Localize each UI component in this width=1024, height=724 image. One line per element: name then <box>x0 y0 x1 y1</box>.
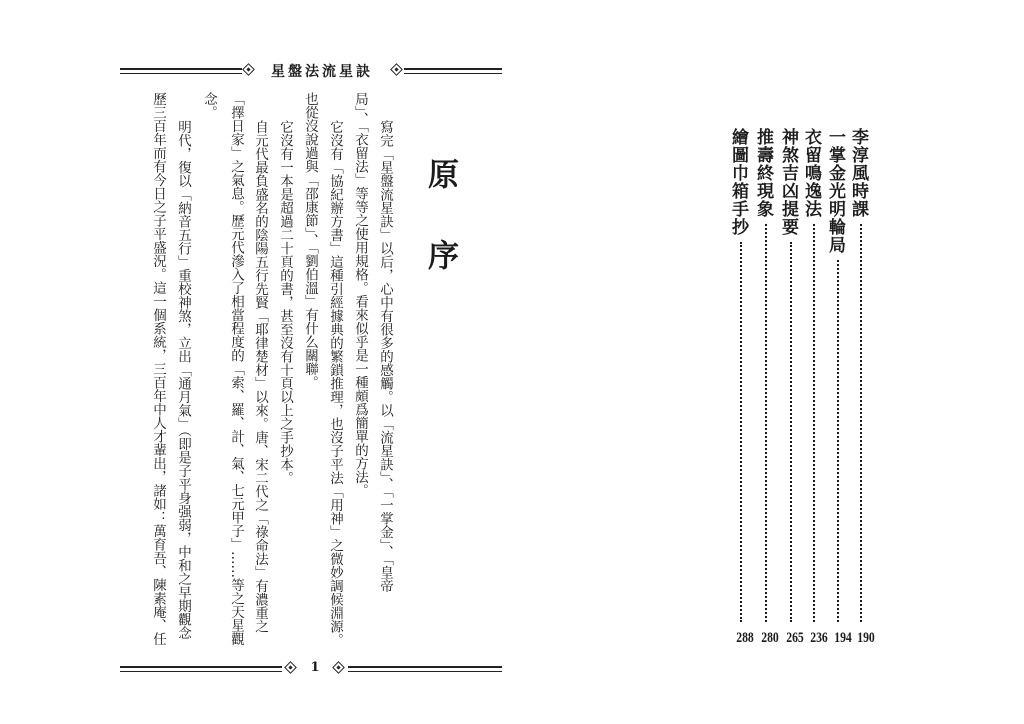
toc-entry-title: 神煞吉凶提要 <box>778 128 798 236</box>
toc-page-number: 194 <box>834 630 852 646</box>
header-rule-left <box>120 68 242 74</box>
toc-entry-title: 一掌金光明輪局 <box>825 128 845 254</box>
footer-rule-left <box>120 666 282 672</box>
header-ornament-left <box>242 63 255 76</box>
preface-column-7: 「擇日家」之氣息。歷元代滲入了相當程度的「索、羅、計、氣、七元甲子」……等之天星觀 <box>228 92 244 646</box>
toc-entry[interactable] <box>728 128 748 622</box>
toc-entry[interactable] <box>801 128 821 622</box>
preface-column-10: 歷三百年而有今日之子平盛況。這一個系統，三百年中人才輩出，諸如：萬育吾、陳素庵、任 <box>150 92 166 646</box>
header-ornament-right <box>390 63 403 76</box>
toc-entry-title: 李淳風時課 <box>848 128 868 218</box>
footer-ornament-left <box>284 661 297 674</box>
toc-entry-title: 推壽終現象 <box>753 128 773 218</box>
toc-dot-leader <box>813 224 815 622</box>
footer-rule-right <box>348 666 502 672</box>
toc-page-number: 265 <box>786 630 804 646</box>
preface-column-8: 念。 <box>201 92 217 119</box>
page-number: 1 <box>310 660 320 675</box>
header-rule-right <box>404 68 502 74</box>
toc-entry[interactable] <box>825 128 845 622</box>
toc-dot-leader <box>860 224 862 622</box>
toc-page-number: 190 <box>857 630 875 646</box>
toc-entry-title: 繪圖巾箱手抄 <box>728 128 748 236</box>
toc-dot-leader <box>765 224 767 622</box>
toc-dot-leader <box>740 242 742 622</box>
toc-page-number: 236 <box>810 630 828 646</box>
toc-entry-title: 衣留鳴逸法 <box>801 128 821 218</box>
running-header-title: 星盤法流星訣 <box>271 64 373 80</box>
toc-entry[interactable] <box>848 128 868 622</box>
preface-column-4: 也從沒說過與「邵康節」、「劉伯溫」有什么關聯。 <box>302 92 318 389</box>
preface-title: 原序 <box>422 158 458 320</box>
preface-column-2: 局」、「衣留法」等等之使用規格。看來似乎是一種頗爲簡單的方法。 <box>352 92 368 497</box>
preface-column-6: 自元代最負盛名的陰陽五行先賢「耶律楚材」以來。唐、宋二代之「祿命法」有濃重之 <box>252 120 268 633</box>
toc-page-number: 280 <box>761 630 779 646</box>
toc-entry[interactable] <box>778 128 798 622</box>
preface-column-5: 它沒有一本是超過二十頁的書，甚至沒有十頁以上之手抄本。 <box>277 120 293 485</box>
preface-column-3: 它沒有「協紀辦方書」這種引經據典的繁鎖推理，也沒子平法「用神」之微妙調候淵源。 <box>327 120 343 647</box>
toc-entry[interactable] <box>753 128 773 622</box>
toc-dot-leader <box>837 260 839 622</box>
preface-column-9: 明代，復以「納音五行」重校神煞，立出「通月氣」（即是子平身强弱，中和之早期觀念 <box>175 120 191 640</box>
toc-dot-leader <box>790 242 792 622</box>
footer-ornament-right <box>332 661 345 674</box>
toc-page-number: 288 <box>736 630 754 646</box>
preface-column-1: 寫完「星盤流星訣」以后，心中有很多的感觸。以「流星訣」、「一掌金」、「皇帝 <box>377 120 393 593</box>
